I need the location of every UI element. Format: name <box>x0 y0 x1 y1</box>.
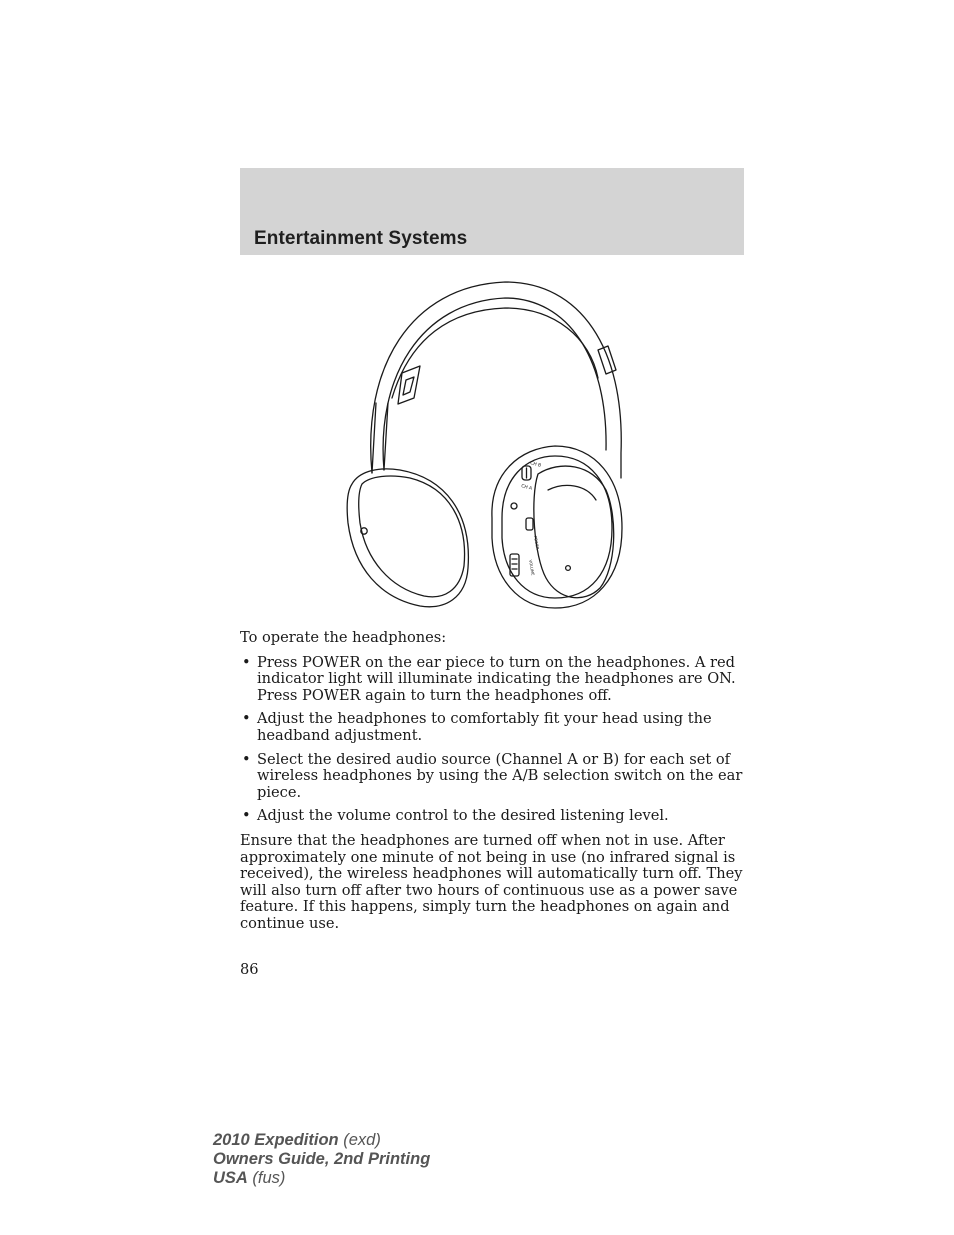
list-item <box>240 752 750 802</box>
footer-market-code: (fus) <box>247 1169 286 1187</box>
footer-line-edition: Owners Guide, 2nd Printing <box>213 1150 431 1168</box>
instructions <box>240 630 750 933</box>
section-title: Entertainment Systems <box>254 228 468 249</box>
footer-line-market <box>213 1169 430 1188</box>
switch-label-ch-a: CH A <box>520 484 533 492</box>
list-item-text: Select the desired audio source (Channel A or B) for each set of wireless headphones by using the A/B selection switch on the ear piece. <box>257 750 743 801</box>
bullet-icon: • <box>242 750 251 768</box>
bullet-icon: • <box>242 807 251 825</box>
bullet-icon: • <box>242 653 251 671</box>
list-item <box>240 711 750 744</box>
footer-model-code: (exd) <box>338 1131 381 1149</box>
closing-paragraph: Ensure that the headphones are turned off when not in use. After approximately one minute of not being in use (no infrared signal is received), the wireless headphones will automatically turn off. They will also turn off after two hours of continuous use as a power save feature. If this happens, simply turn the headphones on again and continue use. <box>240 831 743 932</box>
power-button-label: POWER <box>533 535 541 551</box>
intro-text: To operate the headphones: <box>240 629 447 646</box>
list-item-text: Adjust the volume control to the desired listening level. <box>257 807 669 825</box>
footer-line-model <box>213 1131 430 1150</box>
volume-control-label: VOLUME <box>528 559 536 576</box>
footer-model: 2010 Expedition <box>213 1131 339 1149</box>
wireless-headphones-icon <box>340 278 630 613</box>
document-footer <box>213 1131 430 1188</box>
section-header <box>240 168 744 255</box>
page-number: 86 <box>240 961 259 978</box>
list-item-text: Press POWER on the ear piece to turn on the headphones. A red indicator light will illuminate indicating the headphones are ON. Press POWER again to turn the headphones off. <box>257 653 736 704</box>
list-item <box>240 808 750 825</box>
footer-market: USA <box>213 1169 248 1187</box>
instruction-list <box>240 655 750 825</box>
list-item <box>240 655 750 705</box>
list-item-text: Adjust the headphones to comfortably fit your head using the headband adjustment. <box>257 710 712 744</box>
bullet-icon: • <box>242 710 251 728</box>
switch-label-ch-b: CH B <box>529 461 542 469</box>
